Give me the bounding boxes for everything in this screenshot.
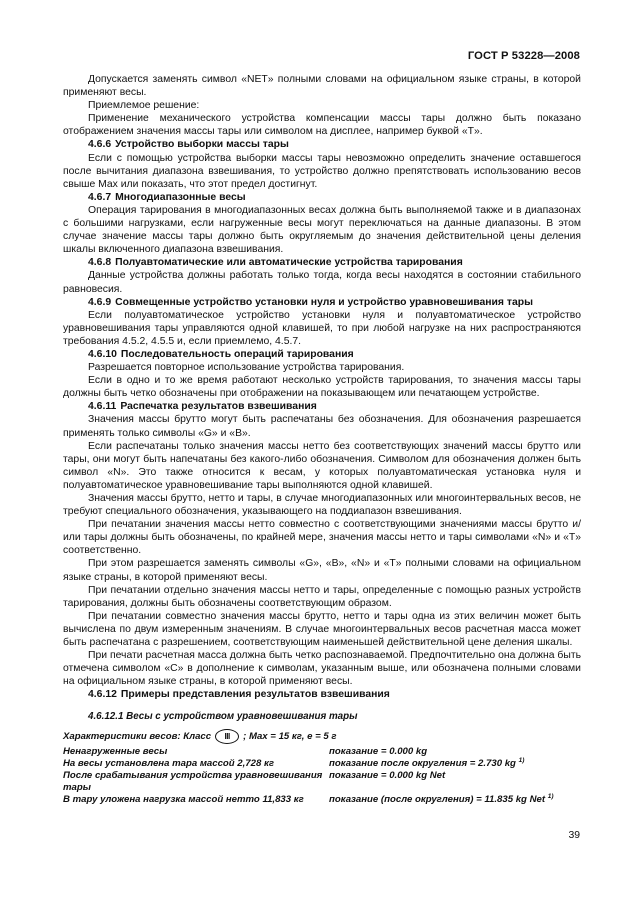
example-reading [329,746,581,758]
paragraph: Приемлемое решение: [88,100,200,112]
section-number: 4.6.12 [88,689,117,701]
reading-text: показание = 0.000 kg Net [329,769,446,781]
section-number: 4.6.6 [88,139,112,151]
section-number: 4.6.11 [88,401,117,413]
reading-text: показание = 0.000 kg [329,745,428,757]
section-heading [63,191,581,204]
example-step: После срабатывания устройства уравновешивания тары [63,769,323,793]
paragraph: При печатании отдельно значения массы нетто и тары, определенные с помощью разных устройств тарирования, должны быть обозначены соответствующим образом. [63,584,581,609]
section-heading [63,400,581,413]
page-number: 39 [568,830,580,841]
section-title: Последовательность операций тарирования [120,348,354,360]
paragraph: Применение механического устройства компенсации массы тары должно быть показано отображением значения массы тары или символом на дисплее, например буквой «T». [63,113,581,138]
section-number: 4.6.9 [88,296,112,308]
paragraph: Допускается заменять символ «NET» полными словами на официальном языке страны, в которой применяют весы. [63,74,581,99]
paragraph: Операция тарирования в многодиапазонных весах должна быть выполняемой также и в диапазонах с большими нагрузками, если нагруженные весы могут переключаться на данные диапазоны. В этом случае значение массы тары должно быть округляемым до значения действительной цены деления шкалы включенного диапазона взвешивания. [63,204,581,256]
subsection-heading: 4.6.12.1 Весы с устройством уравновешивания тары [88,710,358,722]
accuracy-class-mark: III [215,729,239,744]
section-number: 4.6.7 [88,191,112,203]
characteristics-values: ; Max = 15 кг, e = 5 г [243,730,337,742]
reading-text: показание (после округления) = 11.835 kg Net [329,793,546,805]
paragraph: Значения массы брутто могут быть распечатаны без обозначения. Для обозначения разрешается применять только символы «G» и «B». [63,414,581,439]
paragraph: Если распечатаны только значения массы нетто без соответствующих значений массы брутто или тары, они могут быть напечатаны без какого-либо обозначения. Символом для обозначения должен быть символ «N». Это также относится к весам, у которых полуавтоматическая установка нуля и полуавтоматическое уравновешивание тары выполняются одной клавишей. [63,440,581,491]
page-body [63,73,581,806]
paragraph: Разрешается повторное использование устройства тарирования. [88,362,405,374]
paragraph: Данные устройства должны работать только тогда, когда весы находятся в состоянии стабильного равновесия. [63,270,581,295]
footnote-ref: 1) [518,756,525,764]
paragraph: Значения массы брутто, нетто и тары, в случае многодиапазонных или многоинтервальных весов, не требуют специального обозначения, указывающего на поддиапазон взвешивания. [63,493,581,518]
paragraph: Если с помощью устройства выборки массы тары невозможно определить значение оставшегося после вычитания диапазона взвешивания, то устройство должно препятствовать использованию весов свыше Max или показать, что этот предел достигнут. [63,152,581,190]
section-title: Совмещенные устройство установки нуля и устройство уравновешивания тары [115,296,533,308]
section-title: Примеры представления результатов взвешивания [120,689,390,701]
section-number: 4.6.10 [88,348,117,360]
characteristics-label: Характеристики весов: Класс [63,730,212,742]
section-heading [63,296,581,309]
example-reading [329,794,581,806]
scale-characteristics [63,729,581,744]
example-reading [329,758,581,770]
footnote-ref: 1) [547,792,554,800]
paragraph: Если в одно и то же время работают несколько устройств тарирования, то значения массы тары должны быть четко обозначены при отображении на показывающем или печатающем устройстве. [63,375,581,400]
reading-text: показание после округления = 2.730 kg [329,757,516,769]
paragraph: При этом разрешается заменять символы «G», «B», «N» и «T» полными словами на официальном языке страны, в которой применяют весы. [63,558,581,583]
paragraph: При печати расчетная масса должна быть четко распознаваемой. Предпочтительно она должна быть отмечена символом «C» в дополнение к символам, указанным выше, или обозначена полными словами на официальном языке страны, в которой применяют весы. [63,650,581,688]
paragraph: При печатании значения массы нетто совместно с соответствующими значениями массы брутто и/или тары должны быть обозначены, по крайней мере, значения массы нетто и тары символами «N» и «T» соответственно. [63,519,581,557]
paragraph: Если полуавтоматическое устройство установки нуля и полуавтоматическое устройство уравновешивания тары управляются одной клавишей, то при любой нагрузке на них распространяются требования 4.5.2, 4.5.5 и, если приемлемо, 4.5.7. [63,309,581,347]
section-title: Распечатка результатов взвешивания [120,401,317,413]
section-number: 4.6.8 [88,257,112,269]
paragraph: При печатании совместно значения массы брутто, нетто и тары одна из этих величин может быть вычислена по двум измеренным значениям. В случае многоинтервальных весов расчетная масса может быть распечатана с разрешением, соответствующим наименьшей действительной цене деления шкалы. [63,610,581,649]
example-table [63,746,581,806]
section-heading [63,688,581,701]
example-step: Ненагруженные весы [63,745,168,757]
example-step: На весы установлена тара массой 2,728 кг [63,757,274,769]
section-title: Полуавтоматические или автоматические устройства тарирования [115,257,463,269]
section-heading [63,138,581,151]
standard-header: ГОСТ Р 53228—2008 [467,50,580,62]
section-heading [63,348,581,361]
example-reading [329,770,581,794]
example-step: В тару уложена нагрузка массой нетто 11,833 кг [63,793,304,805]
section-heading [63,256,581,269]
section-title: Многодиапазонные весы [115,191,246,203]
section-title: Устройство выборки массы тары [115,139,289,151]
